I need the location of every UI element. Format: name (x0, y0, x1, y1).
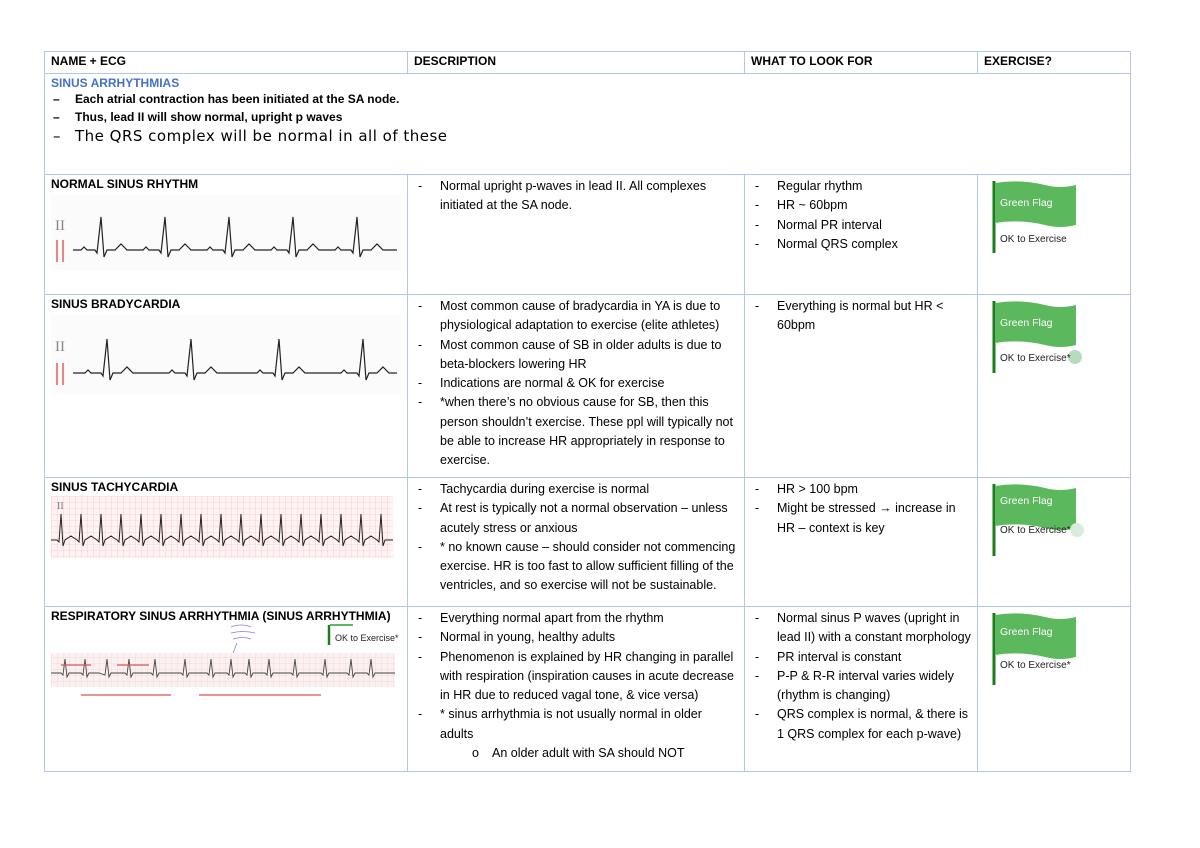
inline-exercise-label: OK to Exercise* (335, 633, 399, 643)
name-cell (45, 175, 408, 295)
description-item: - Phenomenon is explained by HR changing in parallel with respiration (inspiration causes in acute decrease in HR due to reduced vagal tone, & vice versa) (414, 648, 738, 706)
header-look-for: WHAT TO LOOK FOR (745, 52, 978, 74)
handwritten-note (231, 625, 255, 639)
look-for-item: - Might be stressed → increase in HR – context is key (751, 499, 971, 538)
table-row (45, 478, 1131, 607)
description-cell (408, 478, 745, 607)
rhythm-name: RESPIRATORY SINUS ARRHYTHMIA (SINUS ARRHYTHMIA) (51, 609, 391, 623)
description-item: - Most common cause of bradycardia in YA is due to physiological adaptation to exercise (elite athletes) (414, 297, 738, 336)
description-item: - Normal upright p-waves in lead II. All complexes initiated at the SA node. (414, 177, 738, 216)
intro-line-large: – The QRS complex will be normal in all of these (53, 127, 448, 145)
section-title: SINUS ARRHYTHMIAS (51, 76, 180, 90)
look-for-item: - Normal PR interval (751, 216, 971, 235)
flag-label: Green Flag (1000, 197, 1053, 209)
look-for-cell (745, 175, 978, 295)
intro-line: – Each atrial contraction has been initiated at the SA node. (53, 92, 400, 106)
arrhythmia-table (44, 51, 1131, 772)
exercise-cell (978, 478, 1131, 607)
look-for-cell (745, 478, 978, 607)
look-for-item: - PR interval is constant (751, 648, 971, 667)
look-for-item: - HR > 100 bpm (751, 480, 971, 499)
lead-label: II (57, 501, 64, 512)
look-for-item: - Normal QRS complex (751, 235, 971, 254)
look-for-cell (745, 607, 978, 772)
header-description: DESCRIPTION (408, 52, 745, 74)
rhythm-name: SINUS TACHYCARDIA (51, 480, 179, 494)
description-item: - Normal in young, healthy adults (414, 628, 738, 647)
ecg-strip-respiratory (51, 615, 401, 705)
description-item: - Everything normal apart from the rhythm (414, 609, 738, 628)
table-row (45, 607, 1131, 772)
exercise-label: OK to Exercise (1000, 234, 1067, 245)
rhythm-name: SINUS BRADYCARDIA (51, 297, 181, 311)
name-cell (45, 607, 408, 772)
green-flag-icon (990, 482, 1090, 558)
look-for-item: - Normal sinus P waves (upright in lead II) with a constant morphology (751, 609, 971, 648)
name-cell (45, 295, 408, 478)
exercise-label: OK to Exercise* (1000, 353, 1071, 364)
rhythm-name: NORMAL SINUS RHYTHM (51, 177, 199, 191)
intro-cell (45, 74, 1131, 175)
lead-label: II (55, 339, 65, 355)
header-exercise: EXERCISE? (978, 52, 1131, 74)
exercise-cell (978, 607, 1131, 772)
green-flag-icon (990, 179, 1090, 255)
look-for-item: - QRS complex is normal, & there is 1 QRS complex for each p-wave) (751, 705, 971, 744)
description-item: - Tachycardia during exercise is normal (414, 480, 738, 499)
look-for-item: - Regular rhythm (751, 177, 971, 196)
description-item: - At rest is typically not a normal observation – unless acutely stress or anxious (414, 499, 738, 538)
look-for-cell (745, 295, 978, 478)
name-cell (45, 478, 408, 607)
description-item: - Indications are normal & OK for exercise (414, 374, 738, 393)
exercise-label: OK to Exercise* (1000, 660, 1071, 671)
look-for-item: - P-P & R-R interval varies widely (rhythm is changing) (751, 667, 971, 706)
description-cell (408, 295, 745, 478)
table-row (45, 175, 1131, 295)
flag-label: Green Flag (1000, 317, 1053, 329)
green-flag-icon (990, 611, 1090, 687)
description-subitem: o An older adult with SA should NOT (414, 744, 738, 763)
look-for-item: - HR ~ 60bpm (751, 196, 971, 215)
intro-row (45, 74, 1131, 175)
flag-label: Green Flag (1000, 626, 1053, 638)
look-for-item: - Everything is normal but HR < 60bpm (751, 297, 971, 336)
description-item: - * sinus arrhythmia is not usually normal in older adults (414, 705, 738, 744)
header-name: NAME + ECG (45, 52, 408, 74)
description-cell (408, 175, 745, 295)
ecg-strip-tachycardia (51, 496, 393, 558)
table-row (45, 295, 1131, 478)
ecg-strip-bradycardia (51, 315, 401, 395)
lead-label: II (55, 218, 65, 234)
header-row (45, 52, 1131, 74)
flag-label: Green Flag (1000, 495, 1053, 507)
exercise-cell (978, 295, 1131, 478)
description-item: - *when there’s no obvious cause for SB, then this person shouldn’t exercise. These ppl will typically not be able to increase HR appropriately in response to exercise. (414, 393, 738, 470)
description-item: - Most common cause of SB in older adults is due to beta-blockers lowering HR (414, 336, 738, 375)
exercise-cell (978, 175, 1131, 295)
intro-line: – Thus, lead II will show normal, upright p waves (53, 110, 343, 124)
description-cell (408, 607, 745, 772)
ecg-strip-normal (51, 195, 401, 271)
exercise-label: OK to Exercise* (1000, 525, 1071, 536)
green-flag-icon (990, 299, 1090, 375)
description-item: - * no known cause – should consider not commencing exercise. HR is too fast to allow sufficient filling of the ventricles, and so exercise will not be sustainable. (414, 538, 738, 596)
